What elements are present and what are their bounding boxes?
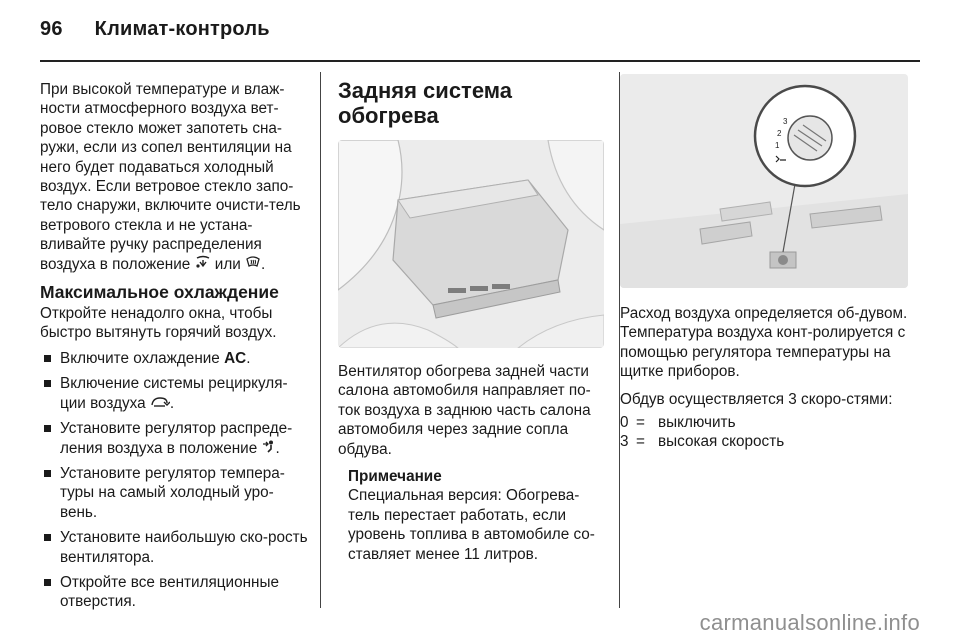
windscreen-vent-icon (195, 255, 211, 274)
watermark: carmanualsonline.info (699, 610, 920, 635)
note-title: Примечание (348, 468, 442, 486)
rear-heating-title: Задняя система обогрева (338, 78, 512, 128)
list-item: Откройте все вентиляционные отверстия. (40, 573, 308, 612)
intro-text: При высокой температуре и влаж-ности атмосферного воздуха вет-ровое стекло может запотеть сна-ружи, если из сопел вентиляции на него будет подаваться холодный воздух. Если ветровое стекло запо-тело снаружи, включите очисти-тель ветрового стекла и не устана-вливайте ручку распределения воздуха в положение (40, 81, 301, 273)
note-text: Специальная версия: Обогрева-тель перестает работать, если уровень топлива в автомобиле со-ставляет менее 11 литров. (348, 487, 595, 563)
list-item: Включение системы рециркуля-ции воздуха . (40, 374, 308, 413)
page-number: 96 (40, 18, 63, 40)
fan-knob-illustration (620, 74, 908, 288)
section-title-max-cooling: Максимальное охлаждение (40, 282, 279, 303)
column-3 (620, 74, 908, 452)
intro-paragraph: При высокой температуре и влаж-ности атмосферного воздуха вет-ровое стекло может запотеть сна-ружи, если из сопел вентиляции на него будет подаваться холодный воздух. Если ветровое стекло запо-тело снаружи, включите очисти-тель ветрового стекла и не устана-вливайте ручку распределения воздуха в положение или . (40, 81, 301, 273)
list-item: Установите регулятор темпера-туры на самый холодный уро-вень. (40, 464, 308, 522)
knob-label-1: 1 (775, 141, 780, 150)
rear-heater-illustration (338, 140, 604, 348)
column-2 (338, 78, 604, 564)
page-title: Климат-контроль (94, 18, 270, 40)
speed-legend (620, 413, 908, 452)
bullet-list (40, 349, 308, 612)
section-text: Откройте ненадолго окна, чтобы быстро вытянуть горячий воздух. (40, 305, 277, 342)
legend-row: 0 = выключить (620, 414, 736, 432)
ac-label: AC (224, 349, 247, 367)
face-vent-icon (262, 439, 276, 458)
airflow-body: Расход воздуха определяется об-дувом. Температура воздуха конт-ролируется с помощью регулятора температуры на щитке приборов. (620, 305, 908, 381)
column-1 (40, 80, 308, 618)
intro-or: или (214, 255, 241, 273)
list-item: Установите регулятор распреде-ления воздуха в положение . (40, 419, 308, 458)
speeds-intro: Обдув осуществляется 3 скоро-стями: (620, 390, 893, 408)
legend-row: 3 = высокая скорость (620, 433, 785, 451)
header-rule (40, 60, 920, 62)
knob-label-2: 2 (777, 129, 782, 138)
rear-heating-body: Вентилятор обогрева задней части салона автомобиля направляет по-ток воздуха в заднюю часть салона автомобиля через задние сопла обдува. (338, 363, 591, 458)
windscreen-defrost-icon (245, 255, 261, 274)
note-block (338, 467, 604, 564)
list-item: Включите охлаждение AC. (40, 349, 308, 368)
column-divider-1 (320, 72, 321, 608)
page-header (40, 18, 270, 41)
recirculation-icon (150, 394, 170, 413)
list-item: Установите наибольшую ско-рость вентилятора. (40, 528, 308, 567)
knob-label-3: 3 (783, 117, 788, 126)
